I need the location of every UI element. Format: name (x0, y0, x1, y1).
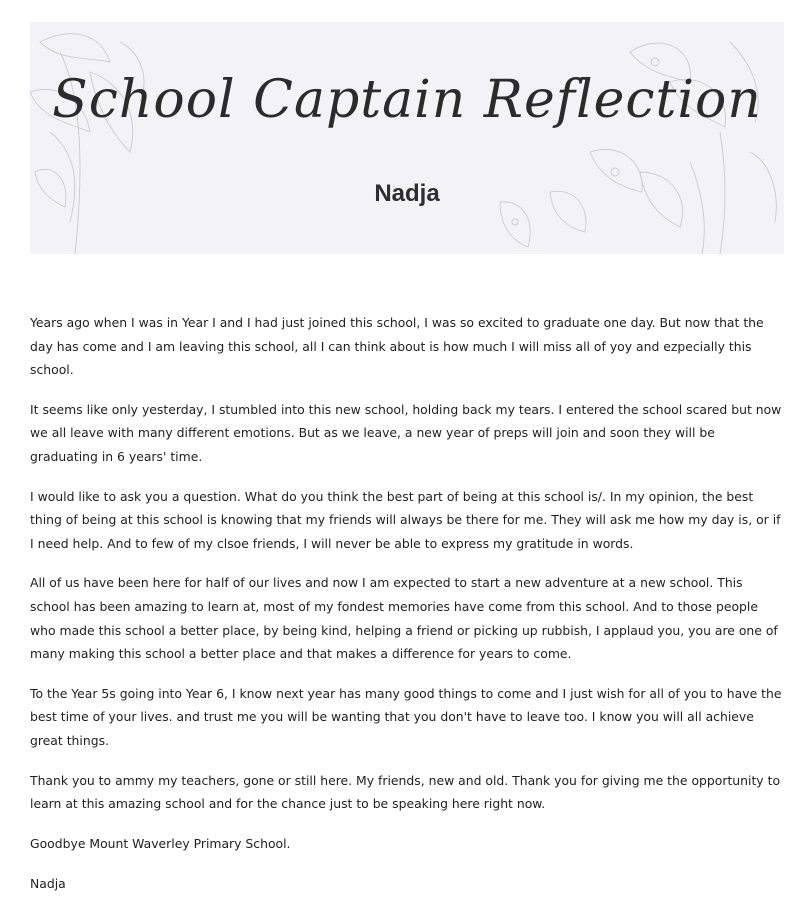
paragraph: All of us have been here for half of our lives and now I am expected to start a new adventure at a new school. This school has been amazing to learn at, most of my fondest memories have come from this school. And to those people who made this school a better place, by being kind, helping a friend or picking up rubbish, I applaud you, you are one of many making this school a better place and that makes a difference for years to come. (30, 575, 778, 662)
paragraph: Thank you to ammy my teachers, gone or still here. My friends, new and old. Thank you for giving me the opportunity to learn at this amazing school and for the chance just to be speaking here right now. (30, 772, 781, 812)
reflection-body (30, 311, 786, 913)
page-title: School Captain Reflection (52, 70, 762, 130)
closing-line: Goodbye Mount Waverley Primary School. (30, 835, 291, 851)
signature: Nadja (30, 876, 66, 892)
floral-decoration-icon (30, 22, 784, 254)
header-banner (30, 22, 784, 254)
paragraph: I would like to ask you a question. What do you think the best part of being at this school is/. In my opinion, the best thing of being at this school is knowing that my friends will always be there for me. They will ask me how my day is, or if I need help. And to few of my clsoe friends, I will never be able to express my gratitude in words. (30, 488, 781, 551)
author-name: Nadja (374, 180, 440, 207)
paragraph: It seems like only yesterday, I stumbled into this new school, holding back my tears. I entered the school scared but now we all leave with many different emotions. But as we leave, a new year of preps will join and soon they will be graduating in 6 years' time. (30, 401, 782, 464)
paragraph: Years ago when I was in Year I and I had just joined this school, I was so excited to graduate one day. But now that the day has come and I am leaving this school, all I can think about is how much I will miss all of yoy and ezpecially this school. (30, 315, 764, 378)
paragraph: To the Year 5s going into Year 6, I know next year has many good things to come and I just wish for all of you to have the best time of your lives. and trust me you will be wanting that you don't have to leave too. I know you will all achieve great things. (30, 685, 782, 748)
